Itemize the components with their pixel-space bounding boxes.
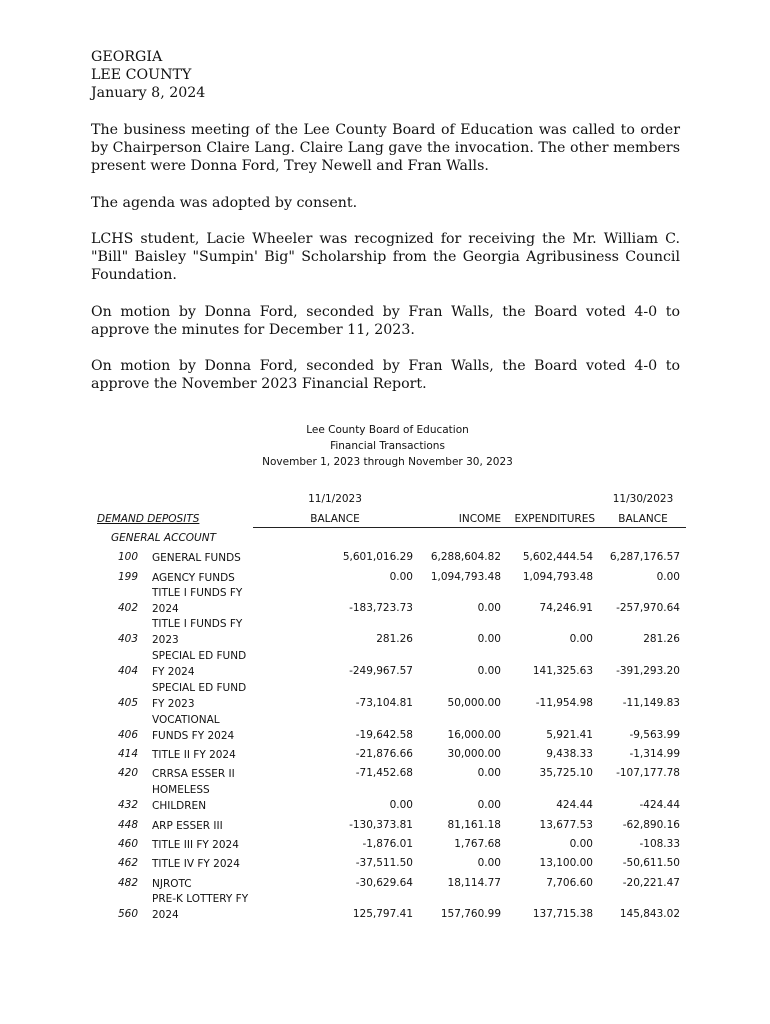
row-description: AGENCY FUNDS — [152, 572, 235, 584]
row-description: CHILDREN — [152, 800, 207, 812]
header-county: LEE COUNTY — [91, 67, 192, 83]
row-description-line1: VOCATIONAL — [152, 714, 220, 726]
row-open-balance: 5,601,016.29 — [342, 551, 413, 563]
row-open-balance: 281.26 — [376, 633, 413, 645]
row-close-balance: -1,314.99 — [629, 748, 680, 760]
row-close-balance: -20,221.47 — [622, 877, 680, 889]
row-close-balance: -107,177.78 — [616, 767, 680, 779]
row-income: 81,161.18 — [447, 819, 501, 831]
row-open-balance: -19,642.58 — [355, 729, 413, 741]
row-open-balance: -1,876.01 — [362, 838, 413, 850]
row-close-balance: -11,149.83 — [622, 697, 680, 709]
row-income: 6,288,604.82 — [430, 551, 501, 563]
row-code: 405 — [117, 697, 138, 709]
row-open-balance: -73,104.81 — [355, 697, 413, 709]
row-income: 157,760.99 — [440, 908, 501, 920]
report-title: Lee County Board of Education — [306, 424, 469, 436]
row-open-balance: 0.00 — [389, 571, 413, 583]
row-open-balance: -71,452.68 — [355, 767, 413, 779]
row-code: 403 — [117, 633, 138, 645]
row-code: 404 — [117, 665, 138, 677]
row-description: 2024 — [152, 603, 179, 615]
row-code: 402 — [117, 602, 138, 614]
row-income: 16,000.00 — [447, 729, 501, 741]
row-income: 0.00 — [477, 767, 501, 779]
row-expenditures: -11,954.98 — [535, 697, 593, 709]
report-period: November 1, 2023 through November 30, 2023 — [262, 456, 513, 468]
row-income: 0.00 — [477, 602, 501, 614]
subsection-general-account: GENERAL ACCOUNT — [111, 532, 216, 544]
row-code: 560 — [117, 908, 138, 920]
row-code: 460 — [117, 838, 138, 850]
row-income: 30,000.00 — [447, 748, 501, 760]
row-description: ARP ESSER III — [152, 820, 223, 832]
row-description: 2024 — [152, 909, 179, 921]
row-description-line1: SPECIAL ED FUND — [152, 650, 247, 662]
row-expenditures: 13,677.53 — [539, 819, 593, 831]
paragraph-recognition: LCHS student, Lacie Wheeler was recognized for receiving the Mr. William C. "Bill" Baisley "Sumpin' Big" Scholarship from the Georgia Agribusiness Council Foundation. — [91, 231, 680, 283]
row-open-balance: -249,967.57 — [349, 665, 413, 677]
row-expenditures: 9,438.33 — [546, 748, 593, 760]
row-expenditures: 7,706.60 — [546, 877, 593, 889]
row-description: TITLE IV FY 2024 — [152, 858, 240, 870]
row-close-balance: -391,293.20 — [616, 665, 680, 677]
row-income: 0.00 — [477, 857, 501, 869]
row-code: 482 — [117, 877, 138, 889]
row-description: FY 2024 — [152, 666, 195, 678]
col-open-balance: BALANCE — [310, 513, 360, 525]
row-expenditures: 137,715.38 — [532, 908, 593, 920]
row-code: 406 — [117, 729, 138, 741]
row-description: FUNDS FY 2024 — [152, 730, 235, 742]
row-expenditures: 141,325.63 — [532, 665, 593, 677]
row-code: 420 — [117, 767, 138, 779]
row-close-balance: -9,563.99 — [629, 729, 680, 741]
row-code: 448 — [117, 819, 138, 831]
row-open-balance: -37,511.50 — [355, 857, 413, 869]
row-expenditures: 35,725.10 — [539, 767, 593, 779]
row-expenditures: 0.00 — [569, 838, 593, 850]
row-description: TITLE III FY 2024 — [152, 839, 239, 851]
row-close-balance: 0.00 — [656, 571, 680, 583]
row-description-line1: TITLE I FUNDS FY — [152, 587, 243, 599]
row-expenditures: 424.44 — [556, 799, 593, 811]
row-close-balance: -62,890.16 — [622, 819, 680, 831]
row-code: 432 — [117, 799, 138, 811]
header-rule — [253, 527, 686, 528]
col-close-date: 11/30/2023 — [612, 493, 674, 505]
row-description-line1: TITLE I FUNDS FY — [152, 618, 243, 630]
row-close-balance: 281.26 — [643, 633, 680, 645]
paragraph-minutes-motion: On motion by Donna Ford, seconded by Fran Walls, the Board voted 4-0 to approve the minutes for December 11, 2023. — [91, 304, 680, 338]
col-income: INCOME — [458, 513, 501, 525]
paragraph-agenda: The agenda was adopted by consent. — [91, 195, 358, 211]
row-description: GENERAL FUNDS — [152, 552, 241, 564]
row-close-balance: 6,287,176.57 — [609, 551, 680, 563]
paragraph-financial-motion: On motion by Donna Ford, seconded by Fran Walls, the Board voted 4-0 to approve the November 2023 Financial Report. — [91, 358, 680, 392]
row-code: 199 — [117, 571, 138, 583]
row-code: 100 — [117, 551, 138, 563]
row-description: FY 2023 — [152, 698, 195, 710]
section-demand-deposits: DEMAND DEPOSITS — [97, 513, 200, 525]
row-open-balance: -130,373.81 — [349, 819, 413, 831]
row-description-line1: HOMELESS — [152, 784, 210, 796]
row-description-line1: SPECIAL ED FUND — [152, 682, 247, 694]
row-close-balance: -108.33 — [639, 838, 680, 850]
row-expenditures: 5,921.41 — [546, 729, 593, 741]
row-close-balance: 145,843.02 — [619, 908, 680, 920]
col-close-balance: BALANCE — [618, 513, 668, 525]
header-state: GEORGIA — [91, 49, 163, 65]
row-open-balance: 0.00 — [389, 799, 413, 811]
row-open-balance: -21,876.66 — [355, 748, 413, 760]
row-income: 0.00 — [477, 799, 501, 811]
row-open-balance: -183,723.73 — [349, 602, 413, 614]
col-open-date: 11/1/2023 — [308, 493, 362, 505]
row-close-balance: -257,970.64 — [616, 602, 680, 614]
row-income: 0.00 — [477, 665, 501, 677]
row-close-balance: -50,611.50 — [622, 857, 680, 869]
row-expenditures: 13,100.00 — [539, 857, 593, 869]
row-description: CRRSA ESSER II — [152, 768, 235, 780]
row-open-balance: 125,797.41 — [352, 908, 413, 920]
paragraph-call-to-order: The business meeting of the Lee County Board of Education was called to order by Chairperson Claire Lang. Claire Lang gave the invocation. The other members present were Donna Ford, Trey Newell and Fran Walls. — [91, 122, 680, 174]
row-income: 0.00 — [477, 633, 501, 645]
row-description: TITLE II FY 2024 — [152, 749, 236, 761]
row-expenditures: 5,602,444.54 — [522, 551, 593, 563]
row-expenditures: 0.00 — [569, 633, 593, 645]
row-expenditures: 1,094,793.48 — [522, 571, 593, 583]
row-code: 414 — [117, 748, 138, 760]
row-expenditures: 74,246.91 — [539, 602, 593, 614]
row-description-line1: PRE-K LOTTERY FY — [152, 893, 249, 905]
row-income: 18,114.77 — [447, 877, 501, 889]
report-subtitle: Financial Transactions — [330, 440, 445, 452]
row-open-balance: -30,629.64 — [355, 877, 413, 889]
row-income: 1,767.68 — [454, 838, 501, 850]
row-description: 2023 — [152, 634, 179, 646]
row-income: 50,000.00 — [447, 697, 501, 709]
col-expenditures: EXPENDITURES — [514, 513, 595, 525]
row-income: 1,094,793.48 — [430, 571, 501, 583]
header-date: January 8, 2024 — [91, 85, 206, 101]
row-code: 462 — [117, 857, 138, 869]
row-close-balance: -424.44 — [639, 799, 680, 811]
row-description: NJROTC — [152, 878, 192, 890]
